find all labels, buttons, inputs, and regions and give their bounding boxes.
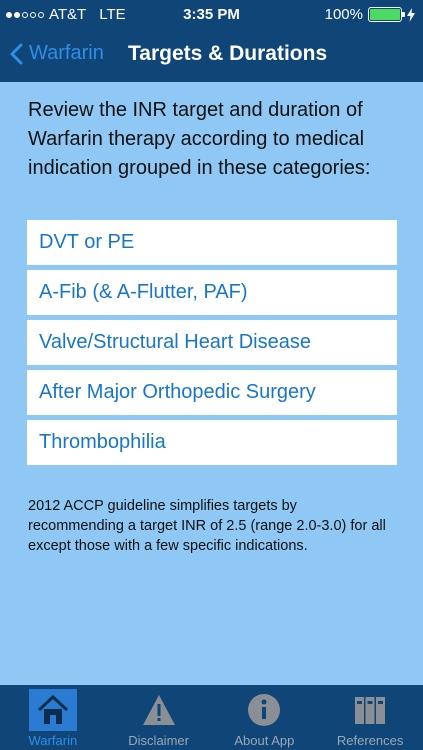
carrier-label: AT&T xyxy=(49,6,87,23)
menu-item-valve-heart-disease[interactable]: Valve/Structural Heart Disease xyxy=(27,320,397,365)
chevron-left-icon xyxy=(10,43,23,65)
books-icon xyxy=(352,689,388,731)
tab-bar xyxy=(0,685,423,750)
info-icon xyxy=(246,689,282,731)
tab-label: About App xyxy=(234,733,295,748)
network-label: LTE xyxy=(99,6,126,23)
back-label: Warfarin xyxy=(29,42,104,64)
house-icon xyxy=(29,689,77,731)
charging-icon xyxy=(407,8,415,22)
status-bar xyxy=(0,0,423,30)
tab-about-app[interactable] xyxy=(212,685,318,750)
indication-menu xyxy=(27,220,397,470)
page-title: Targets & Durations xyxy=(128,42,328,65)
clock: 3:35 PM xyxy=(183,6,240,23)
battery-percent: 100% xyxy=(324,6,363,23)
menu-item-dvt-pe[interactable]: DVT or PE xyxy=(27,220,397,265)
tab-label: Disclaimer xyxy=(128,733,189,748)
menu-item-orthopedic-surgery[interactable]: After Major Orthopedic Surgery xyxy=(27,370,397,415)
back-button[interactable] xyxy=(10,42,104,65)
intro-text: Review the INR target and duration of Warfarin therapy according to medical indication grouped in these categories: xyxy=(28,99,371,179)
menu-item-thrombophilia[interactable]: Thrombophilia xyxy=(27,420,397,465)
menu-item-afib[interactable]: A-Fib (& A-Flutter, PAF) xyxy=(27,270,397,315)
tab-warfarin[interactable] xyxy=(0,685,106,750)
status-right xyxy=(325,6,415,23)
guideline-note: 2012 ACCP guideline simplifies targets by recommending a target INR of 2.5 (range 2.0-3.0) for all except those with a few specific indications. xyxy=(28,498,386,554)
tab-references[interactable] xyxy=(317,685,423,750)
warning-icon xyxy=(140,689,178,731)
tab-label: Warfarin xyxy=(28,733,78,748)
battery-icon xyxy=(368,7,402,22)
navigation-bar xyxy=(0,30,423,82)
tab-disclaimer[interactable] xyxy=(106,685,212,750)
main-content xyxy=(0,82,423,685)
tab-label: References xyxy=(336,733,404,748)
